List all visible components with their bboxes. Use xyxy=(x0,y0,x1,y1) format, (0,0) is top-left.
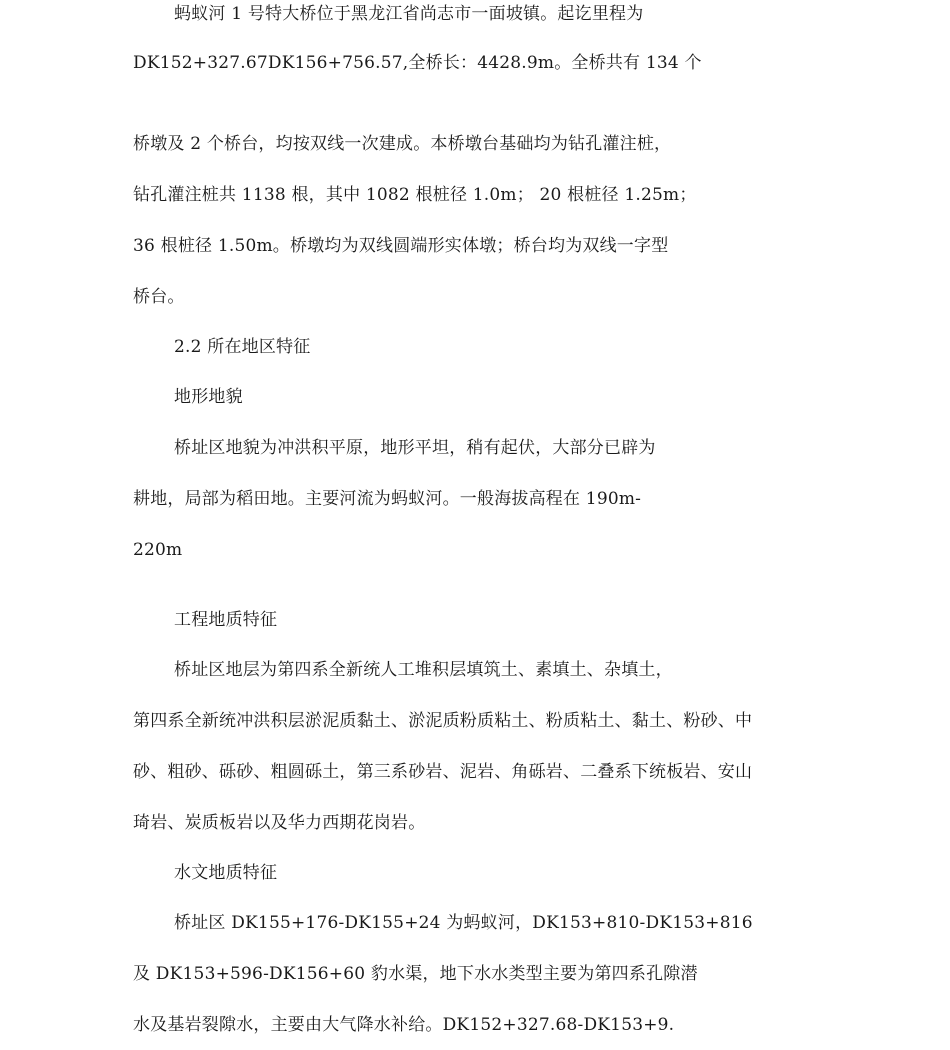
paragraph-line-abutment: 桥台。 xyxy=(133,287,185,307)
paragraph-line-geology-3: 砂、粗砂、砾砂、粗圆砾土，第三系砂岩、泥岩、角砾岩、二叠系下统板岩、安山 xyxy=(133,762,753,782)
paragraph-line-hydro-2: 及 DK153+596-DK156+60 豹水渠，地下水水类型主要为第四系孔隙潜 xyxy=(133,964,698,984)
section-heading-region: 2.2 所在地区特征 xyxy=(174,337,311,357)
paragraph-line-pier-type: 36 根桩径 1.50m。桥墩均为双线圆端形实体墩；桥台均为双线一字型 xyxy=(133,236,669,256)
paragraph-line-terrain-2: 耕地，局部为稻田地。主要河流为蚂蚁河。一般海拔高程在 190m- xyxy=(133,489,642,509)
subheading-geology: 工程地质特征 xyxy=(174,610,278,630)
paragraph-line-hydro-3: 水及基岩裂隙水，主要由大气降水补给。DK152+327.68-DK153+9. xyxy=(133,1015,675,1035)
paragraph-line-terrain-3: 220m xyxy=(133,540,183,560)
subheading-hydrogeology: 水文地质特征 xyxy=(174,863,278,883)
paragraph-line-geology-1: 桥址区地层为第四系全新统人工堆积层填筑土、素填土、杂填土， xyxy=(174,660,673,680)
paragraph-line-mileage: DK152+327.67DK156+756.57,全桥长：4428.9m。全桥共有 134 个 xyxy=(133,53,702,73)
paragraph-line-piers: 桥墩及 2 个桥台，均按双线一次建成。本桥墩台基础均为钻孔灌注桩， xyxy=(133,134,672,154)
paragraph-line-intro: 蚂蚁河 1 号特大桥位于黑龙江省尚志市一面坡镇。起讫里程为 xyxy=(174,4,644,24)
paragraph-line-geology-2: 第四系全新统冲洪积层淤泥质黏土、淤泥质粉质粘土、粉质粘土、黏土、粉砂、中 xyxy=(133,711,753,731)
paragraph-line-geology-4: 琦岩、炭质板岩以及华力西期花岗岩。 xyxy=(133,813,426,833)
paragraph-line-hydro-1: 桥址区 DK155+176-DK155+24 为蚂蚁河，DK153+810-DK153+816 xyxy=(174,913,753,933)
paragraph-line-piles: 钻孔灌注桩共 1138 根，其中 1082 根桩径 1.0m； 20 根桩径 1.25m； xyxy=(133,185,697,205)
paragraph-line-terrain-1: 桥址区地貌为冲洪积平原，地形平坦，稍有起伏，大部分已辟为 xyxy=(174,438,656,458)
subheading-terrain: 地形地貌 xyxy=(174,387,243,407)
